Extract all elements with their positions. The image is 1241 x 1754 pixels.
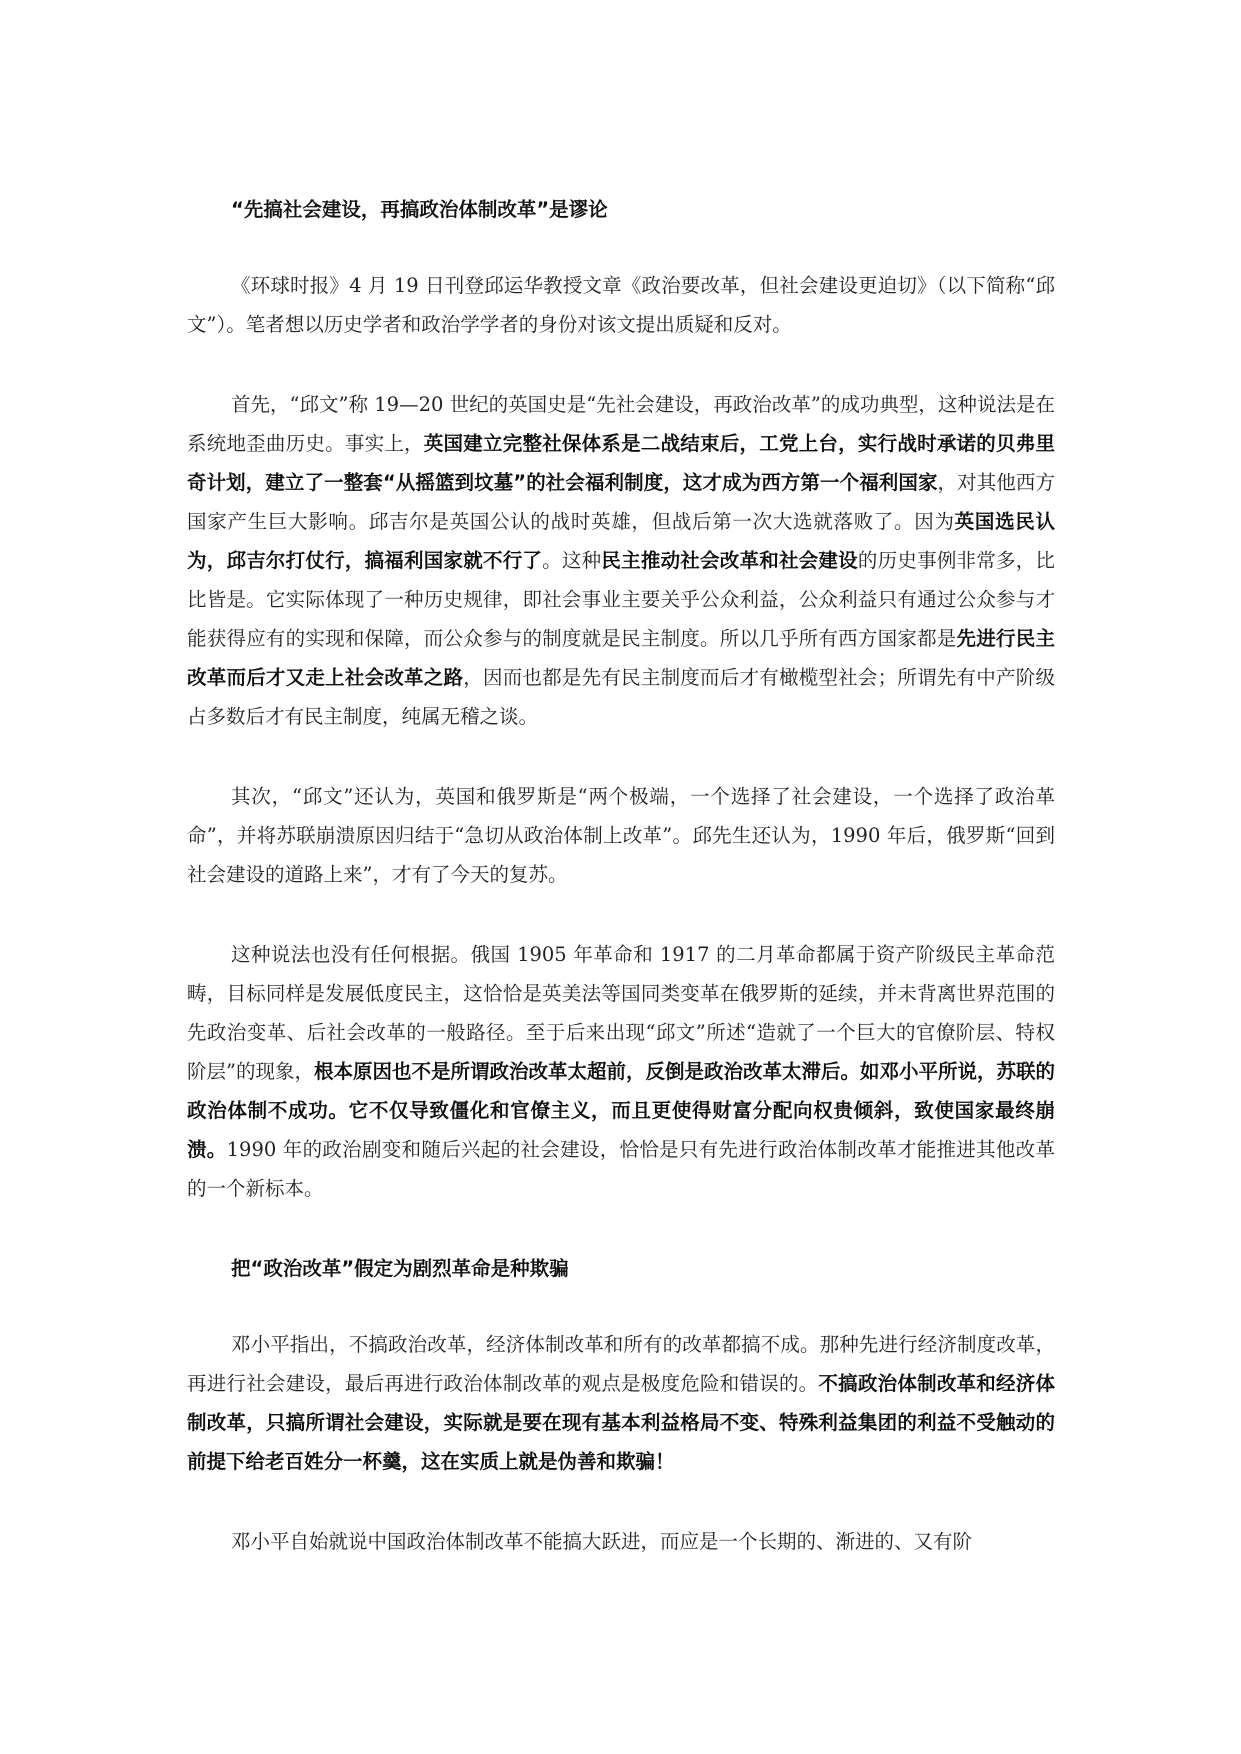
paragraph-intro — [187, 266, 1055, 344]
paragraph-deng-gradual — [187, 1522, 1055, 1561]
body-text: 这种说法也没有任何根据。俄国 1905 年革命和 1917 的二月革命都属于资产阶级民主革命范畴，目标同样是发展低度民主，这恰恰是英美法等国同类变革在俄罗斯的延续，并未背离世界范围的先政治变革、后社会改革的一般路径。至于后来出现“邱文”所述“造就了一个巨大的官僚阶层、特权阶层”的现象， — [187, 943, 1055, 1083]
body-text: 1990 年的政治剧变和随后兴起的社会建设，恰恰是只有先进行政治体制改革才能推进其他改革的一个新标本。 — [187, 1138, 1055, 1200]
section-heading-1: “先搞社会建设，再搞政治体制改革”是谬论 — [231, 198, 608, 221]
emphasized-text: 英国建立完整社保体系是二战结束后，工党上台，实行战时承诺的贝弗里奇计划，建立了一整套“从摇篮到坟墓”的社会福利制度，这才成为西方第一个福利国家 — [187, 432, 1055, 494]
body-text: ，因而也都是先有民主制度而后才有橄榄型社会；所谓先有中产阶级占多数后才有民主制度，纯属无稽之谈。 — [187, 666, 1055, 728]
paragraph-deng-reform — [187, 1325, 1055, 1481]
emphasized-text: 英国选民认为，邱吉尔打仗行，搞福利国家就不行了 — [187, 510, 1055, 572]
emphasized-text: 先进行民主改革而后才又走上社会改革之路 — [187, 627, 1055, 689]
body-text: ，对其他西方国家产生巨大影响。邱吉尔是英国公认的战时英雄，但战后第一次大选就落败了。因为 — [187, 471, 1055, 533]
article-body — [187, 190, 1055, 1561]
body-text: 。这种 — [542, 549, 602, 572]
body-text: 的历史事例非常多，比比皆是。它实际体现了一种历史规律，即社会事业主要关乎公众利益，公众利益只有通过公众参与才能获得应有的实现和保障，而公众参与的制度就是民主制度。所以几乎所有西方国家都是 — [187, 549, 1055, 650]
emphasized-text: 根本原因也不是所谓政治改革太超前，反倒是政治改革太滞后。如邓小平所说，苏联的政治体制不成功。它不仅导致僵化和官僚主义，而且更使得财富分配向权贵倾斜，致使国家最终崩溃。 — [187, 1060, 1055, 1161]
body-text: 《环球时报》4 月 19 日刊登邱运华教授文章《政治要改革，但社会建设更迫切》（以下简称“邱文”）。笔者想以历史学者和政治学学者的身份对该文提出质疑和反对。 — [187, 274, 1055, 336]
emphasized-text: 民主推动社会改革和社会建设 — [601, 549, 858, 572]
body-text: 邓小平指出，不搞政治改革，经济体制改革和所有的改革都搞不成。那种先进行经济制度改革，再进行社会建设，最后再进行政治体制改革的观点是极度危险和错误的。 — [187, 1333, 1055, 1395]
body-text: 其次，“邱文”还认为，英国和俄罗斯是“两个极端，一个选择了社会建设，一个选择了政治革命”，并将苏联崩溃原因归结于“急切从政治体制上改革”。邱先生还认为，1990 年后，俄罗斯“回到社会建设的道路上来”，才有了今天的复苏。 — [187, 785, 1055, 886]
body-text: 首先，“邱文”称 19—20 世纪的英国史是“先社会建设，再政治改革”的成功典型，这种说法是在系统地歪曲历史。事实上， — [187, 393, 1055, 455]
paragraph-britain — [187, 385, 1055, 736]
emphasized-text: 不搞政治体制改革和经济体制改革，只搞所谓社会建设，实际就是要在现有基本利益格局不变、特殊利益集团的利益不受触动的前提下给老百姓分一杯羹，这在实质上就是伪善和欺骗！ — [187, 1372, 1055, 1473]
section-heading-2: 把“政治改革”假定为剧烈革命是种欺骗 — [231, 1257, 569, 1280]
paragraph-russia-rebuttal — [187, 935, 1055, 1208]
paragraph-russia-claim — [187, 777, 1055, 894]
body-text: 邓小平自始就说中国政治体制改革不能搞大跃进，而应是一个长期的、渐进的、又有阶 — [231, 1530, 973, 1553]
